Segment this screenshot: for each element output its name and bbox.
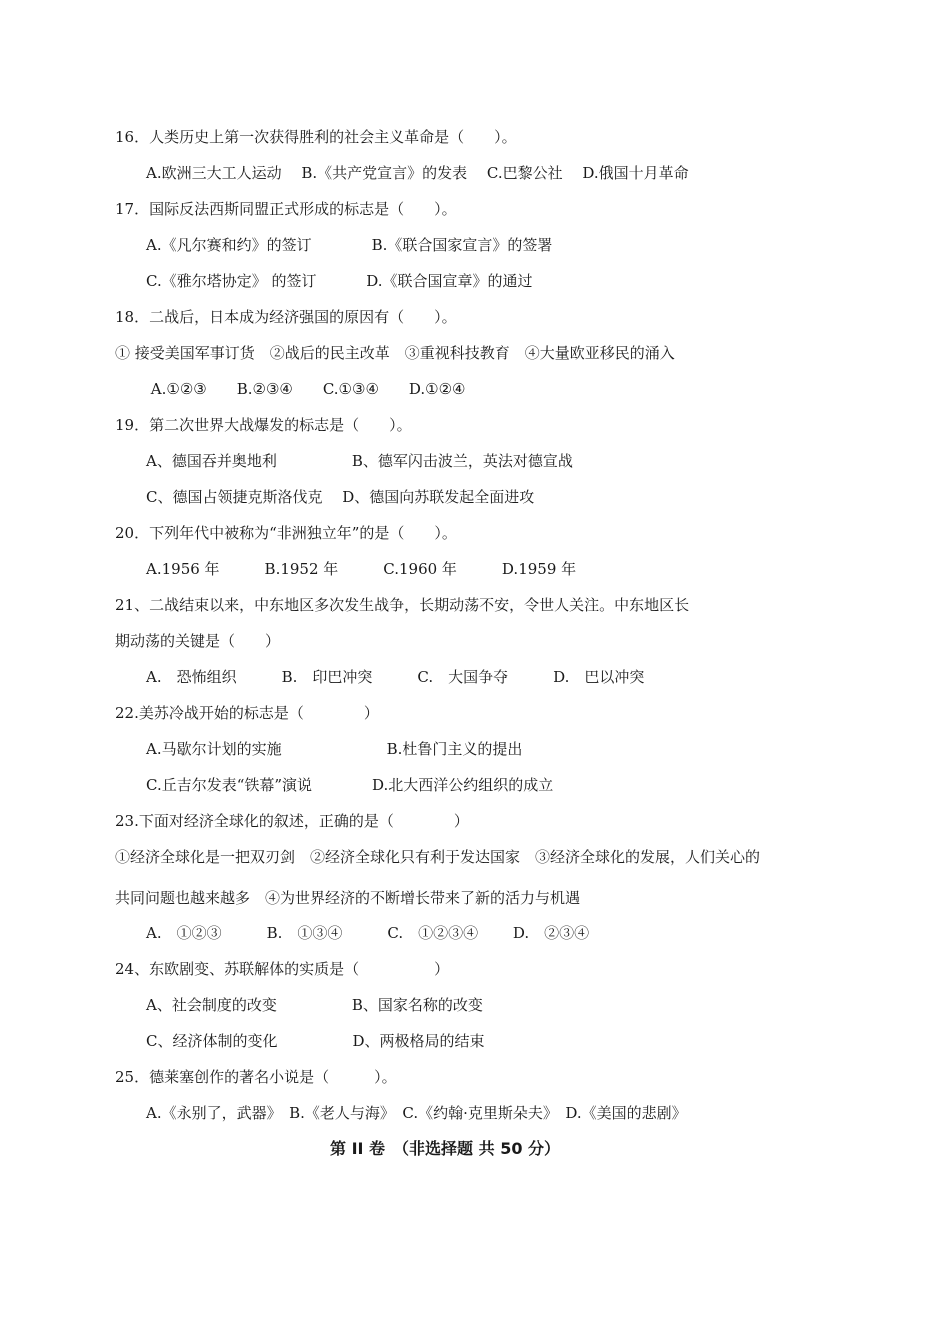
question-21-options: A. 恐怖组织 B. 印巴冲突 C. 大国争夺 D. 巴以冲突 bbox=[146, 668, 645, 686]
question-17-options-row-1: A.《凡尔赛和约》的签订 B.《联合国家宣言》的签署 bbox=[146, 236, 553, 254]
question-23-stem: 23.下面对经济全球化的叙述，正确的是（ ） bbox=[115, 812, 469, 830]
question-18-stem: 18．二战后，日本成为经济强国的原因有（ ）。 bbox=[115, 308, 457, 326]
question-16-options: A.欧洲三大工人运动 B.《共产党宣言》的发表 C.巴黎公社 D.俄国十月革命 bbox=[146, 164, 689, 182]
question-22-options-row-2: C.丘吉尔发表“铁幕”演说 D.北大西洋公约组织的成立 bbox=[146, 776, 554, 794]
question-23-options: A. ①②③ B. ①③④ C. ①②③④ D. ②③④ bbox=[146, 924, 590, 942]
question-21-stem-continued: 期动荡的关键是（ ） bbox=[115, 632, 281, 650]
question-22-options-row-1: A.马歇尔计划的实施 B.杜鲁门主义的提出 bbox=[146, 740, 523, 758]
question-20-stem: 20．下列年代中被称为“非洲独立年”的是（ ）。 bbox=[115, 524, 457, 542]
question-19-options-row-2: C、德国占领捷克斯洛伐克 D、德国向苏联发起全面进攻 bbox=[146, 488, 535, 506]
question-24-options-row-1: A、社会制度的改变 B、国家名称的改变 bbox=[146, 996, 483, 1014]
section-heading: 第 II 卷 （非选择题 共 50 分） bbox=[330, 1139, 561, 1158]
question-23-items-line-2: 共同问题也越来越多 ④为世界经济的不断增长带来了新的活力与机遇 bbox=[115, 889, 581, 907]
question-24-stem: 24、东欧剧变、苏联解体的实质是（ ） bbox=[115, 960, 450, 978]
question-23-items-line-1: ①经济全球化是一把双刃剑 ②经济全球化只有利于发达国家 ③经济全球化的发展，人们关心的 bbox=[115, 848, 761, 866]
question-17-options-row-2: C.《雅尔塔协定》 的签订 D.《联合国宣章》的通过 bbox=[146, 272, 533, 290]
question-22-stem: 22.美苏冷战开始的标志是（ ） bbox=[115, 704, 379, 722]
question-17-stem: 17．国际反法西斯同盟正式形成的标志是（ ）。 bbox=[115, 200, 457, 218]
question-16-stem: 16．人类历史上第一次获得胜利的社会主义革命是（ ）。 bbox=[115, 128, 517, 146]
question-20-options: A.1956 年 B.1952 年 C.1960 年 D.1959 年 bbox=[146, 560, 577, 578]
question-18-options: A.①②③ B.②③④ C.①③④ D.①②④ bbox=[146, 380, 466, 398]
question-25-stem: 25．德莱塞创作的著名小说是（ ）。 bbox=[115, 1068, 397, 1086]
question-25-options: A.《永别了，武器》 B.《老人与海》 C.《约翰·克里斯朵夫》 D.《美国的悲剧》 bbox=[146, 1104, 687, 1122]
question-18-items: ① 接受美国军事订货 ②战后的民主改革 ③重视科技教育 ④大量欧亚移民的涌入 bbox=[115, 344, 675, 362]
question-24-options-row-2: C、经济体制的变化 D、两极格局的结束 bbox=[146, 1032, 485, 1050]
question-21-stem: 21、二战结束以来，中东地区多次发生战争，长期动荡不安，令世人关注。中东地区长 bbox=[115, 596, 690, 614]
question-19-options-row-1: A、德国吞并奥地利 B、德军闪击波兰，英法对德宣战 bbox=[146, 452, 573, 470]
question-19-stem: 19．第二次世界大战爆发的标志是（ ）。 bbox=[115, 416, 412, 434]
